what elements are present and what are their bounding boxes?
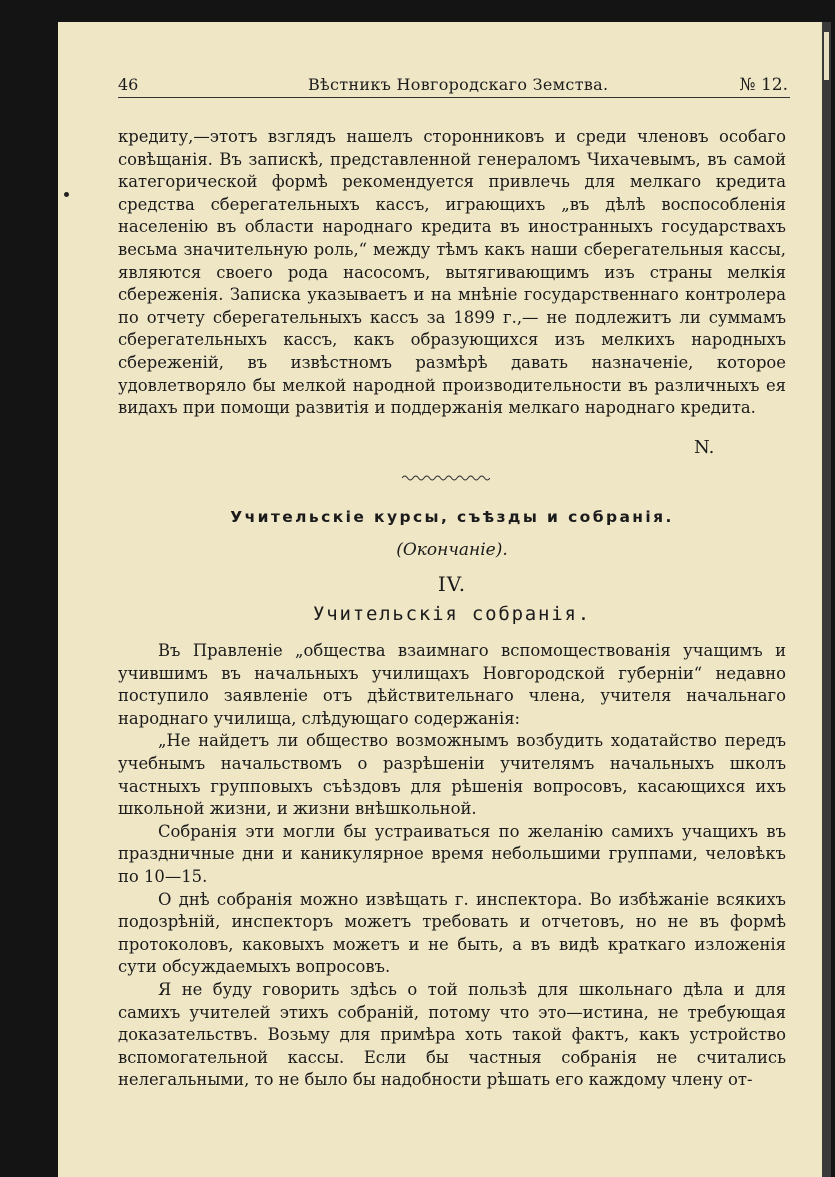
journal-title: Вѣстникъ Новгородскаго Земства. [308, 75, 609, 94]
article-end [118, 126, 786, 420]
section-subtitle: (Окончаніе). [396, 540, 508, 560]
paragraph: О днѣ собранія можно извѣщать г. инспектора. Во избѣжаніе всякихъ подозрѣній, инспекторъ можетъ требовать и отчетовъ, но не въ формѣ протоколовъ, каковыхъ можетъ и не быть, а въ видѣ краткаго изложенія сути обсуждаемыхъ вопросовъ. [118, 889, 786, 977]
section-title: Учительскіе курсы, съѣзды и собранія. [230, 508, 674, 526]
signature: N. [694, 437, 715, 458]
book-spine [822, 22, 831, 1177]
article-end-paragraph: кредиту,—этотъ взглядъ нашелъ сторонниковъ и среди членовъ особаго совѣщанія. Въ запискѣ, представленной генераломъ Чихачевымъ, въ самой категорической формѣ рекомендуется привлечь для мелкаго кредита средства сберегательныхъ кассъ, играющихъ „въ дѣлѣ воспособленія населенію въ области народнаго кредита въ иностранныхъ государствахъ весьма значительную роль,“ между тѣмъ какъ наши сберегательныя кассы, являются своего рода насосомъ, вытягивающимъ изъ страны мелкія сбереженія. Записка указываетъ и на мнѣніе государственнаго контролера по отчету сберегательныхъ кассъ за 1899 г.,— не подлежитъ ли суммамъ сберегательныхъ кассъ, какъ образующихся изъ мелкихъ народныхъ сбереженій, въ извѣстномъ размѣрѣ давать назначеніе, которое удовлетворяло бы мелкой народной производительности въ различныхъ ея видахъ при помощи развитія и поддержанія мелкаго народнаго кредита. [118, 127, 786, 418]
paragraph: „Не найдетъ ли общество возможнымъ возбудить ходатайство передъ учебнымъ начальствомъ о разрѣшеніи учителямъ начальныхъ школъ частныхъ групповыхъ съѣздовъ для рѣшенія вопросовъ, касающихся ихъ школьной жизни, и жизни внѣшкольной. [118, 731, 786, 819]
part-title: Учительскія собранія. [312, 603, 592, 625]
ornament-divider [402, 474, 490, 482]
spine-mark [824, 32, 829, 80]
paragraph: Собранія эти могли бы устраиваться по желанію самихъ учащихъ въ праздничные дни и каникулярное время небольшими группами, человѣкъ по 10—15. [118, 821, 786, 886]
section-body [118, 640, 786, 1092]
paper-speck [64, 192, 69, 197]
issue-number: № 12. [739, 75, 788, 95]
page-number: 46 [118, 75, 139, 94]
paragraph: Я не буду говорить здѣсь о той пользѣ для школьнаго дѣла и для самихъ учителей этихъ собраній, потому что это—истина, не требующая доказательствъ. Возьму для примѣра хоть такой фактъ, какъ устройство вспомогательной кассы. Если бы частныя собранія не считались нелегальными, то не было бы надобности рѣшать его каждому члену от- [118, 979, 786, 1090]
part-number: IV. [437, 572, 467, 596]
paragraph: Въ Правленіе „общества взаимнаго вспомоществованія учащимъ и учившимъ въ начальныхъ училищахъ Новгородской губерніи“ недавно поступило заявленіе отъ дѣйствительнаго члена, учителя начальнаго народнаго училища, слѣдующаго содержанія: [118, 641, 786, 728]
running-header [118, 75, 790, 98]
